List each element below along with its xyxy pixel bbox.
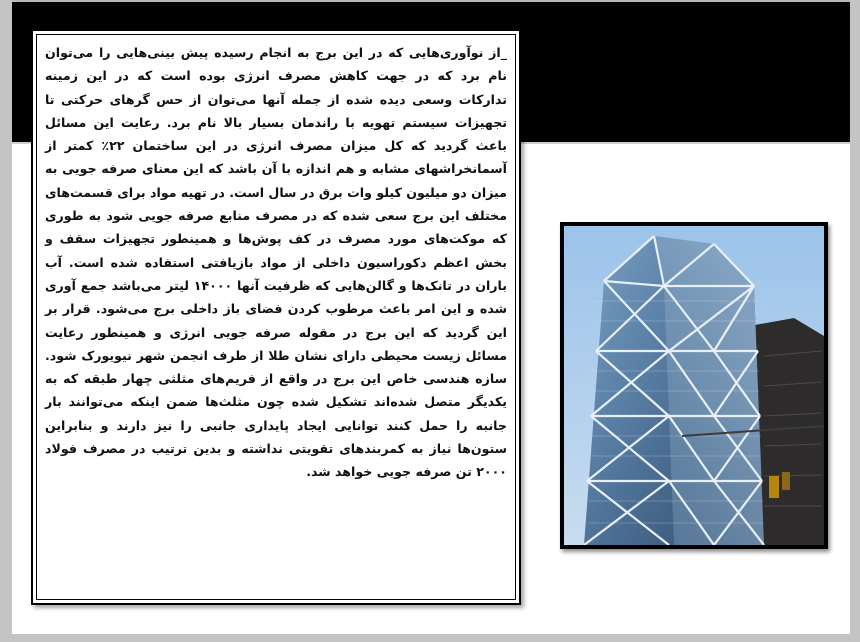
window-frame-left (0, 0, 12, 642)
body-paragraph: _از نوآوری‌هایی که در این برج به انجام رسیده پیش بینی‌هایی را می‌توان نام برد که در جهت کاهش مصرف انرژی بوده است که در این زمینه تدارکات وسعی دیده شده از جمله آنها می‌توان از حس گرهای حرکتی تا تجهیزات سیستم تهویه با راندمان بسیار بالا نام برد. رعایت این مسائل باعث گردید که کل میزان مصرف انرژی در این ساختمان ۲۲٪ کمتر از آسمانخراشهای مشابه و هم اندازه با آن باشد که این معنای صرفه جویی به میزان دو میلیون کیلو وات برق در سال است. در تهیه مواد برای قسمت‌های مختلف این برج سعی شده که در مصرف منابع صرفه جویی شود به طوری که موکت‌های مورد مصرف در کف پوش‌ها و همینطور تجهیزات سقف و بخش اعظم دکوراسیون داخلی از مواد بازیافتی استفاده شده است. آب باران در تانک‌ها و گالن‌هایی که ظرفیت آنها ۱۴۰۰۰ لیتر می‌باشد جمع آوری شده و این امر باعث مرطوب کردن فضای باز داخلی برج می‌شود. قرار بر این گردید که این برج در مقوله صرفه جویی انرژی و همینطور رعایت مسائل زیست محیطی دارای نشان طلا از طرف انجمن شهر نیویورک شود. سازه هندسی خاص این برج در واقع از فریم‌های مثلثی چهار طبقه که به یکدیگر متصل شده‌اند تشکیل شده چون مثلث‌ها ضمن اینکه می‌توانند بار جانبه را حمل کنند توانایی ایجاد پایداری جانبی را نیز دارند و بنابراین ستون‌ها نیاز به کمربندهای تقویتی نداشته و بدین ترتیب در مصرف فولاد ۲۰۰۰ تن صرفه جویی خواهد شد. (45, 45, 507, 480)
text-box[interactable] (31, 29, 521, 605)
window-frame-right (850, 0, 860, 642)
window-frame-bottom (0, 634, 860, 642)
text-box-inner-border (36, 34, 516, 600)
hearst-tower-photo (564, 226, 824, 545)
slide-canvas (12, 2, 850, 634)
building-photo-frame[interactable] (560, 222, 828, 549)
